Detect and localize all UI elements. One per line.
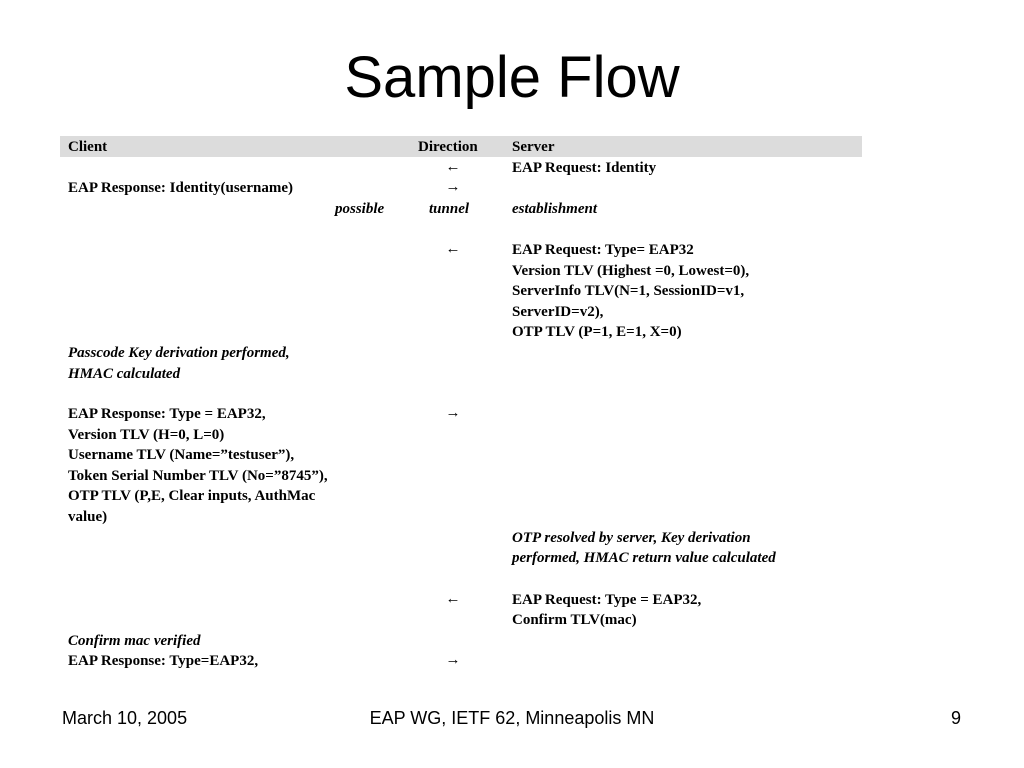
footer-event: EAP WG, IETF 62, Minneapolis MN <box>369 708 655 728</box>
note-possible: possible <box>335 201 385 217</box>
client-line: Version TLV (H=0, L=0) <box>68 427 225 443</box>
server-note-line: OTP resolved by server, Key derivation <box>512 530 751 546</box>
client-note-line: Passcode Key derivation performed, <box>68 345 290 361</box>
server-line: EAP Request: Type = EAP32, <box>512 592 702 608</box>
header-client: Client <box>68 139 108 155</box>
server-line: ServerID=v2), <box>512 304 604 320</box>
server-line: Version TLV (Highest =0, Lowest=0), <box>512 263 750 279</box>
note-tunnel: tunnel <box>429 201 470 217</box>
header-server: Server <box>512 139 555 155</box>
server-line: ServerInfo TLV(N=1, SessionID=v1, <box>512 283 745 299</box>
client-line: Token Serial Number TLV (No=”8745”), <box>68 468 328 484</box>
client-note: Confirm mac verified <box>68 633 201 649</box>
arrow-right-icon: → <box>445 179 461 195</box>
server-message: EAP Request: Identity <box>512 160 657 176</box>
client-line: EAP Response: Type = EAP32, <box>68 406 266 422</box>
client-note-line: HMAC calculated <box>68 366 181 382</box>
footer-date: March 10, 2005 <box>62 708 188 728</box>
server-line: OTP TLV (P=1, E=1, X=0) <box>512 324 682 340</box>
header-direction: Direction <box>418 139 478 155</box>
arrow-left-icon: ← <box>445 591 461 607</box>
slide-title: Sample Flow <box>344 45 680 110</box>
client-line: Username TLV (Name=”testuser”), <box>68 447 295 463</box>
client-line: value) <box>68 509 108 525</box>
server-line: Confirm TLV(mac) <box>512 612 637 628</box>
arrow-left-icon: ← <box>445 159 461 175</box>
client-message: EAP Response: Identity(username) <box>68 180 293 196</box>
arrow-right-icon: → <box>445 652 461 668</box>
client-line: OTP TLV (P,E, Clear inputs, AuthMac <box>68 488 316 504</box>
server-note-line: performed, HMAC return value calculated <box>512 550 776 566</box>
arrow-right-icon: → <box>445 405 461 421</box>
page-number: 9 <box>951 708 962 728</box>
note-establishment: establishment <box>512 201 598 217</box>
client-message: EAP Response: Type=EAP32, <box>68 653 259 669</box>
server-line: EAP Request: Type= EAP32 <box>512 242 694 258</box>
arrow-left-icon: ← <box>445 241 461 257</box>
